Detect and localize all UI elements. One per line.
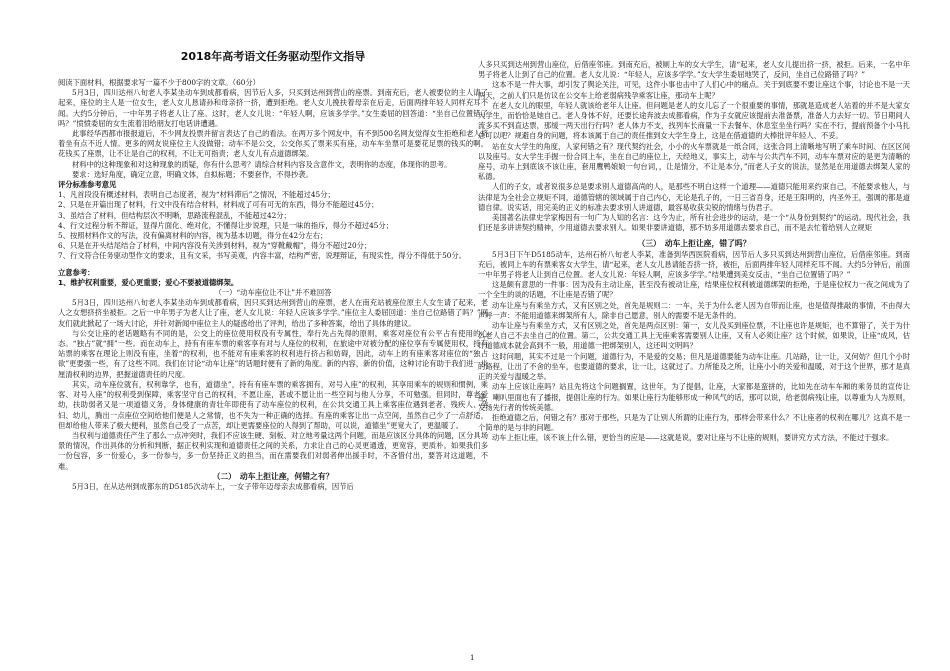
criteria-item: 7、行文符合任务驱动型作文的要求，且有文采，书写美观，内容丰富，结构严密，说理辩证，有现实性，得分不得低于50分。 bbox=[58, 251, 466, 261]
essay-paragraph: 动车让座与有乘坐方式，又有区别之处，首先是两点区别：第一，女儿没买到座位票，不让座也许是规矩，也不算错了，关于为什么老人自己不去坐自己的位置。第二，公共交通工具上无座乘客需要别人让座，又有人必须让座？这个时候，如果说，让座“成风，估计道德成本就会高到不一般，用道德一把绑架别人，这还叫文明吗？ bbox=[478, 321, 910, 351]
essay-paragraph: 动车让座与有乘坐方式，又有区别之处，首先是规则二：一车，关于为什么老人因为自带而让座，也是值得推敲的事情，不由得大声呼一声：不能用道德来绑架所有人，除非自己愿意，别人的需要不是无条件的。 bbox=[478, 300, 910, 320]
essay-paragraph: 人多只买到达州到营山座位，后借座邻座。到南充后，被厕上车的女大学生，请“起来，老人女儿提出挤一挤，被拒。后来，一名中年男子将老人让到了自己的位置。老人女儿说：“年轻人，应该多学学。”女大学生委屈地哭了，反问，坐自己位路错了吗？” bbox=[478, 60, 910, 80]
document-title: 2018年高考语文任务驱动型作文指导 bbox=[180, 50, 366, 63]
requirement-paragraph: 要求：选好角度，确定立意，明确文体，自拟标题；不要套作，不得抄袭。 bbox=[72, 169, 313, 179]
essay-paragraph: 5月3日下午D5185动车，达州石桥八旬老人李某，准备到华西医院看病，因节后人多只买到达州到营山座位，后借座邻座。到南充后，被同上车的有票乘客女大学生，请“起来，老人女儿恳请能否挤一挤，被拒，后面两排年轻人同样充耳不闻。大约5分钟后，前面一中年男子将老人让到自己位置。老人女儿说：年轻人啊，应该多学学。”结果遭到美女反击，“坐自己位置错了吗？” bbox=[478, 249, 910, 280]
essay-paragraph: 动车上应该让座吗？站且先将这个问题搁置，这世年，为了提倡，让座，大家都是蛮拼的，比如先在动车车厢的乘务员的宣传让座，喇叭里面也有了播报，提倡让座的行为。如果让座行为能够形成一种风气的话，那可以说，给老弱病残让座，以尊重为人为原则，发扬先行者的传统美德。 bbox=[478, 382, 910, 412]
criteria-item: 6、只是在开头结尾结合了材料，中间内容没有关涉到材料，视为“穿靴戴帽”，得分不超过20分； bbox=[58, 241, 372, 251]
essay-paragraph: 这本不是一件大事，却引发了舆论关注，可见，这件小事也击中了人们心中的痛点。关于到底要不要让座这个事，讨论也不是一天两天，之前人们只是仿议在公交车上给老弱病残孕乘客让座，那动车上呢？ bbox=[478, 80, 910, 100]
criteria-list bbox=[58, 190, 488, 261]
left-column bbox=[58, 64, 488, 492]
criteria-heading: 评分标准参考意见 bbox=[58, 180, 117, 190]
material-paragraph: 此事经华西都市报报道后，不少网友投票并留言表达了自己的看法。在两万多个网友中，有不到500名网友觉得女生拒绝和老人挤着坐有点不近人情。更多的网友说座位主人没做错；动车不是公交，公交你买了票来买有座，动车车坐票可是要花足票的钱买的啊，花钱买了座票，让不让是自己的权利，不让无可指责；老人女儿有点道德绑架。 bbox=[58, 129, 488, 159]
essay-paragraph: 5月3日，在从达州到成都东的D5185次动车上，一女子带年迈母亲去成都看病，因节后 bbox=[72, 481, 354, 491]
essay-paragraph: 拒绝道德之后，何错之有？那对于那些，只是为了让别人所谓的让座行为，那样会带来什么？不让座者的权利在哪儿？这真不是一个简单的是与非的问题。 bbox=[478, 412, 910, 433]
essay-paragraph: 这是颇有意思的一件事：因为没有主动让座，甚至没有被动让座，结果座位权利被道德绑架的拒绝，于是座位权力一夜之间成为了一个全生的谈的话题，不让座是否错了呢？ bbox=[478, 280, 910, 300]
criteria-item: 4、行文过程分析不辩证，显得片面化、绝对化，不懂得让步说理，只是一味的指斥，得分不超过45分； bbox=[58, 220, 393, 230]
essay-paragraph: 美国著名法律史学家梅因有一句广为人知的名言：这今为止，所有社会进步的运动，是一个“从身份到契约”的运动。现代社会，我们还是多讲讲契约精神，少用道德去要求别人。如果非要讲道德，那不妨多用道德去要求自己，而不是去忙着给别人立规矩 bbox=[478, 213, 910, 233]
criteria-item: 2、只是在开篇出现了材料，行文中没有结合材料，材料成了可有可无的东西，得分不能超过45分； bbox=[58, 200, 379, 210]
idea-heading: 立意参考： bbox=[58, 267, 95, 277]
criteria-item: 5、按照材料作文的写法，没有偏离材料的内容，视为基本切题，得分在42分左右； bbox=[58, 231, 328, 241]
essay-paragraph: 5月3日，四川达州八旬老人李某坐动车到成都看病，因只买到达州到营山的座票，老人在南充站被座位原主人女生请了起来，老人之女想挤挤坐被拒。之后一中年男子为老人让了座，老人女儿说：年轻人应该多学学。”座位主人委屈回道：坐自己位路错了吗？”网友们就此掀起了一场大讨论，并针对新闻中座位主人的疑惑给出了评判，给出了多种答案，给出了具体的建议。 bbox=[58, 298, 488, 328]
page-number: 1 bbox=[470, 654, 475, 662]
essay-paragraph: 这时问题，其实不过是一个问题，道德行为，不是爱的交易；但凡是道德要能为动车让座。几站路，让一让，又何妨？但几个小时的路程，让出了不舍的坐车，也要道德的要求，让一让，这就过了。力所能及之所，让座小小的关爱和温暖，对于这个世界，那才是真正的关爱与温暖之举。 bbox=[478, 351, 910, 382]
right-column bbox=[478, 60, 910, 444]
essay-paragraph: 动车上拒让座，该不该上什么错，更恰当的应是——这就是说，要对让座与不让座的规则，要讲究方式方法，不能过于强求。 bbox=[492, 433, 894, 443]
section-title: （一）“动车座位让不让”并不难回答 bbox=[214, 288, 332, 298]
essay-paragraph: 其实，动车座位就有，权利靠学，也有，道德坐”，持有有座车票的乘客拥有，对号入座”的权利，其享用乘车的规则和惯例，乘客、对号入座”的权利受到保障，乘客坚守自己的权利，不愿让座，甚或不愿让出一些空间与他人分享，不可勉强。但同时，尊老爱幼，扶助弱者又是一项道德义务，身体健康的青壮年即使有了动车座位的权利，在公共交通工具上乘客座位遇到老者、残疾人、孕妇、幼儿，腾出一点座位空间给他们便是人之常情，也不失为一种正确的选择。有座的乘客让出一点空间，虽然自己少了一点舒适，但却给他人带来了极大便利，虽然自己受了一点苦，却让更需要座位的人得到了帮助，可以说，道德坐”更宽大了，更温暖了。 bbox=[58, 379, 488, 430]
idea-item: 1、维护权利重要，爱心更重要；爱心不要被道德绑架。 bbox=[58, 277, 239, 287]
essay-paragraph: 当权利与道德责任产生了那么一点冲突时，我们不应该生硬、刻板、对立地考量这两个问题，而是应该区分具体的问题，区分具场景的情况，作出具体的分析和判断，据正权利实现和道德责任之间的关系，力求让自己的心灵更通透，更宽容，更质朴。如果我们多一份包容，多一份爱心，多一份参与，多一份坚持正义的担当，而在需要我们对弱者伸出援手时，不吝惜付出，要答对这道题，不难。 bbox=[58, 430, 488, 471]
material-paragraph: 5月3日，四川达州八旬老人李某坐动车到成都看病，因节后人多，只买到达州到营山的座票。到南充后，老人被要位的主人请了起来，座位的主人是一位女生，老人女儿恳请孙和母亲挤一挤，遭到拒绝。老人女儿挽扶着母亲在后走，后面两排年轻人同样充耳不闻。大约5分钟后，一中年男子将老人让了座。这时，老人女儿说：“年轻人啊，应该多学学。”女生委屈的回答道：“坐自己位置错了吗？”愤愤委屈的女生流着泪给朋友打电话讲遭遇。 bbox=[58, 88, 488, 128]
criteria-item: 3、虽结合了材料，但结构层次不明晰，思路流程混乱，不能超过42分； bbox=[58, 210, 291, 220]
prompt-instruction: 阅读下面材料，根据要求写一篇不少于800字的文章。（60分） bbox=[58, 78, 260, 87]
criteria-item: 1、凡首段没有概述材料，表明自己态度者，视为“材料滞后”之情况，不能超过45分； bbox=[58, 190, 335, 200]
task-paragraph: 材料中的这种现象和对这种现象的质疑，你有什么思考？请综合材料内容及含意作文，表明你的态度，体现你的思考。 bbox=[72, 159, 452, 169]
essay-paragraph: 与公交让座的老话题略有不同的是，公交上的座位使用权没有专属性，奉行先占先得的原则，乘客对座位有公平占有使用的心态。“独占”就“拥”一些。而在动车上，持有有座车票的乘客享有对与人座位的权利，在旅途中对被分配的座位享有专属使用权，持有站票的乘客在理论上则没有座，坐着“的权利，也不能对有座乘客的权利进行挤占和妨碍，因此，动车上的有座乘客对座位的“独占欲”更要强一些，有了这些不同。我们在讨论“动车让座”的话题时便有了新的角度。新的内容，新的价值，这种讨论有助于我们进一步厘清权利的边界，把握道德责任的尺度。 bbox=[58, 328, 488, 379]
section-title: （三） 动车上拒让座，错了吗？ bbox=[637, 239, 751, 249]
section-title: （二） 动车上拒让座，何错之有？ bbox=[212, 471, 334, 481]
essay-paragraph: 站在女大学生的角度，人家何错之有？现代契约社会，小小的火车票就是一纸合同，这张合同上清晰地写明了乘车时间、在区区间以及座号。女大学生手握一份合同上车，坐在自己的座位上，天经地义，事实上，动车与公共汽车不同，动车车票对应的是更为清晰的座号，动车上到底该不该让座，套用鹰鸭娘娘一句台词，，让是情分，不让是本分，”而老人子女的说法，显然是在用道德去绑架人家的私德。 bbox=[478, 141, 910, 182]
essay-paragraph: 在老人女儿的眼里，年轻人就该给老年人让座。但问题是老人的女儿忘了一个很重要的事情，那就是造成老人站着的并不是大家女大学生，而恰恰是她自己。老人身体不好，还要长途奔波去成都看病，作为子女就应该提前去准备票，准备人力去好一切。节日期间人流多买不到直达票，那缓一两天出行行吗？老人体力不支，找列车长商量一下去餐车、休息室坐坐行吗？实在不行，提前预备个小马扎总可以吧？规避自身的问题，将本该属于自己的责任推到女大学生身上，这是在借道德的大棒批评年轻人、不妥。 bbox=[478, 100, 910, 141]
essay-paragraph: 人们的子女，或者说很多总是要求别人道德高尚的人，是那些不明白这样一个道理——道德只能用来约束自己，不能要求他人，与法律是为全社会立规矩不同，道德管辖的领域属于自己内心，无论是孔子的，一日三省吾身，还是王阳明的，内圣外王，强调的都是道德自律。说实话，用完美的正义的标准去要求别人讲道德，最容易收获尖锐的情绪与伪君子。 bbox=[478, 182, 910, 212]
